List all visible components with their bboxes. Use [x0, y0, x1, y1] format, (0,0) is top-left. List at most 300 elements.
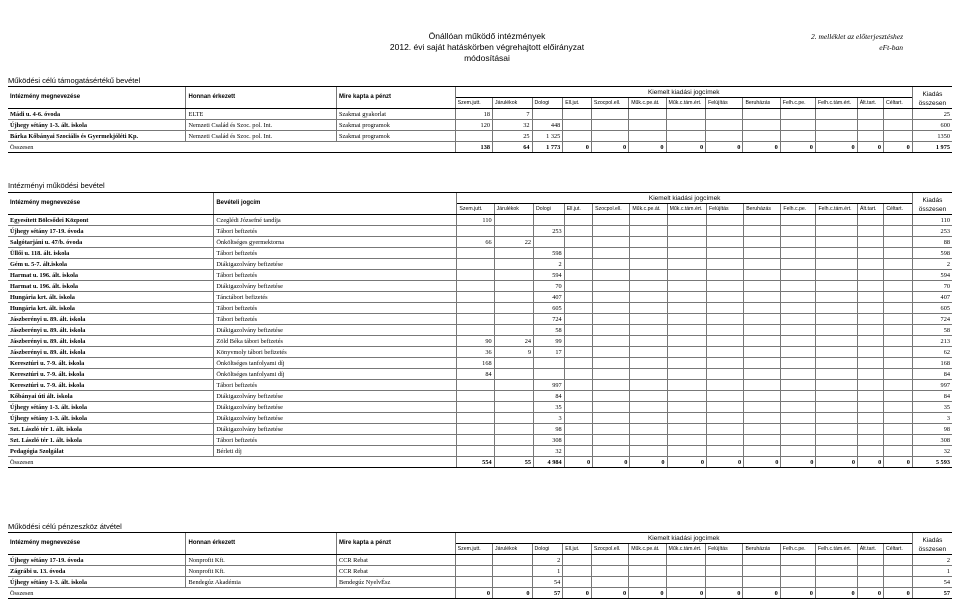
- total-value-cell: 0: [884, 588, 913, 599]
- value-cell: [884, 424, 913, 435]
- institution-name: Újhegy sétány 1-3. ált. iskola: [8, 413, 214, 424]
- value-cell: 32: [493, 120, 533, 131]
- revenue-type-cell: Tábori befizetés: [214, 270, 457, 281]
- total-value-cell: 0: [564, 457, 592, 468]
- value-cell: [630, 303, 667, 314]
- total-value-cell: 0: [857, 142, 883, 153]
- value-cell: [780, 555, 815, 566]
- value-cell: [457, 380, 494, 391]
- revenue-type-cell: Zöld Béka tábori befizetés: [214, 336, 457, 347]
- value-cell: [706, 314, 743, 325]
- table-row: [8, 292, 952, 303]
- column-4-header: Ell.jut.: [563, 98, 592, 109]
- value-cell: 1: [532, 566, 563, 577]
- value-cell: [593, 314, 630, 325]
- column-1-header: Szem.jutt.: [455, 98, 492, 109]
- value-cell: [494, 380, 533, 391]
- total-value-cell: 1 773: [532, 142, 563, 153]
- value-cell: [630, 314, 667, 325]
- row-total-cell: 308: [912, 435, 952, 446]
- column-5-header: Szocpol.ell.: [591, 98, 628, 109]
- column-group-header: Kiemelt kiadási jogcímek: [455, 533, 912, 544]
- value-cell: [593, 380, 630, 391]
- total-value-cell: 0: [666, 142, 706, 153]
- column-header-2: Honnan érkezett: [186, 87, 337, 109]
- value-cell: [857, 555, 883, 566]
- total-value-cell: 0: [667, 457, 706, 468]
- value-cell: [884, 109, 913, 120]
- value-cell: [630, 325, 667, 336]
- institution-name: Keresztúri u. 7-9. ált. iskola: [8, 380, 214, 391]
- revenue-type-cell: Tábori befizetés: [214, 314, 457, 325]
- column-9-header: Beruházás: [743, 98, 780, 109]
- revenue-type-cell: Önköltséges tanfolyami díj: [214, 369, 457, 380]
- value-cell: [667, 347, 706, 358]
- value-cell: [743, 566, 780, 577]
- value-cell: [666, 109, 706, 120]
- value-cell: 22: [494, 237, 533, 248]
- institution-name: Harmat u. 196. ált. iskola: [8, 270, 214, 281]
- value-cell: [706, 303, 743, 314]
- row-total-cell: 1: [912, 566, 952, 577]
- revenue-type-cell: Önköltséges tanfolyami díj: [214, 358, 457, 369]
- section1-table: [8, 86, 952, 153]
- section2-table: [8, 192, 952, 468]
- value-cell: [858, 446, 884, 457]
- value-cell: [858, 215, 884, 226]
- column-7-header: Műk.c.tám.ért.: [667, 204, 706, 215]
- value-cell: [815, 577, 857, 588]
- value-cell: [494, 226, 533, 237]
- value-cell: [564, 369, 592, 380]
- value-cell: [457, 259, 494, 270]
- value-cell: [563, 566, 592, 577]
- value-cell: [630, 270, 667, 281]
- total-value-cell: 554: [457, 457, 494, 468]
- value-cell: [457, 413, 494, 424]
- total-value-cell: 0: [593, 457, 630, 468]
- value-cell: [494, 281, 533, 292]
- value-cell: [630, 435, 667, 446]
- value-cell: [630, 380, 667, 391]
- value-cell: [884, 314, 913, 325]
- column-8-header: Felújítás: [706, 98, 743, 109]
- table-row: [8, 314, 952, 325]
- column-1-header: Szem.jutt.: [455, 544, 492, 555]
- revenue-type-cell: Diákigazolvány befizetése: [214, 391, 457, 402]
- source-cell: Bendegúz Akadémia: [186, 577, 337, 588]
- value-cell: [534, 215, 565, 226]
- total-value-cell: 0: [666, 588, 706, 599]
- value-cell: 110: [457, 215, 494, 226]
- value-cell: 66: [457, 237, 494, 248]
- value-cell: [884, 369, 913, 380]
- value-cell: 2: [532, 555, 563, 566]
- value-cell: [706, 577, 743, 588]
- purpose-cell: Szakmai gyakorlat: [337, 109, 456, 120]
- value-cell: [630, 281, 667, 292]
- value-cell: [816, 358, 858, 369]
- total-value-cell: 0: [706, 457, 743, 468]
- value-cell: [816, 281, 858, 292]
- value-cell: [591, 566, 628, 577]
- value-cell: [564, 435, 592, 446]
- institution-name: Jászberényi u. 89. ált. iskola: [8, 325, 214, 336]
- column-10-header: Felh.c.pe.: [781, 204, 816, 215]
- revenue-type-cell: Tábori befizetés: [214, 226, 457, 237]
- value-cell: [706, 237, 743, 248]
- value-cell: [744, 424, 781, 435]
- value-cell: [667, 303, 706, 314]
- value-cell: [630, 424, 667, 435]
- value-cell: [666, 120, 706, 131]
- institution-name: Mádi u. 4-6. óvoda: [8, 109, 186, 120]
- row-total-cell: 84: [912, 369, 952, 380]
- grand-total-cell: 57: [912, 588, 952, 599]
- value-cell: [781, 413, 816, 424]
- section1-title: Működési célú támogatásértékű bevétel: [8, 76, 141, 85]
- value-cell: [457, 446, 494, 457]
- table-row: [8, 413, 952, 424]
- value-cell: [667, 248, 706, 259]
- column-header-2: Bevételi jogcím: [214, 193, 457, 215]
- column-4-header: Ell.jut.: [563, 544, 592, 555]
- value-cell: [630, 336, 667, 347]
- value-cell: [744, 413, 781, 424]
- value-cell: [494, 215, 533, 226]
- value-cell: [781, 314, 816, 325]
- value-cell: [630, 402, 667, 413]
- value-cell: [494, 391, 533, 402]
- value-cell: [706, 413, 743, 424]
- value-cell: [884, 555, 913, 566]
- column-12-header: Ált.tart.: [857, 544, 883, 555]
- value-cell: 84: [534, 391, 565, 402]
- value-cell: [593, 358, 630, 369]
- column-header-3: Mire kapta a pénzt: [337, 87, 456, 109]
- value-cell: [781, 215, 816, 226]
- value-cell: [816, 314, 858, 325]
- institution-name: Keresztúri u. 7-9. ált. iskola: [8, 369, 214, 380]
- value-cell: [781, 336, 816, 347]
- source-cell: Nemzeti Család és Szoc. pol. Int.: [186, 131, 337, 142]
- value-cell: [858, 347, 884, 358]
- value-cell: [744, 369, 781, 380]
- value-cell: [593, 303, 630, 314]
- value-cell: [564, 336, 592, 347]
- value-cell: [591, 109, 628, 120]
- table-row: [8, 402, 952, 413]
- value-cell: 1 325: [532, 131, 563, 142]
- purpose-cell: Bendegúz NyelvÉsz: [337, 577, 456, 588]
- revenue-type-cell: Tábori befizetés: [214, 248, 457, 259]
- attachment-label: 2. melléklet az előterjesztéshez: [810, 32, 903, 41]
- column-3-header: Dologi: [532, 544, 563, 555]
- row-total-cell: 70: [912, 281, 952, 292]
- revenue-type-cell: Czeglédi Józsefné tandíja: [214, 215, 457, 226]
- value-cell: [857, 566, 883, 577]
- value-cell: [629, 566, 666, 577]
- value-cell: [781, 292, 816, 303]
- value-cell: [816, 380, 858, 391]
- column-13-header: Céltart.: [884, 204, 913, 215]
- value-cell: 594: [534, 270, 565, 281]
- value-cell: [816, 237, 858, 248]
- value-cell: [591, 120, 628, 131]
- institution-name: Zágrábi u. 13. óvoda: [8, 566, 186, 577]
- value-cell: [666, 131, 706, 142]
- value-cell: [630, 226, 667, 237]
- value-cell: [493, 566, 533, 577]
- value-cell: [884, 391, 913, 402]
- total-label: Összesen: [8, 142, 455, 153]
- institution-name: Pedagógia Szolgálat: [8, 446, 214, 457]
- grand-total-cell: 5 593: [912, 457, 952, 468]
- value-cell: [630, 446, 667, 457]
- value-cell: [630, 237, 667, 248]
- value-cell: [593, 336, 630, 347]
- value-cell: [744, 314, 781, 325]
- column-header-1: Intézmény megnevezése: [8, 533, 186, 555]
- row-total-cell: 997: [912, 380, 952, 391]
- value-cell: [593, 424, 630, 435]
- attachment-note: [743, 31, 903, 53]
- value-cell: [858, 391, 884, 402]
- row-total-cell: 2: [912, 259, 952, 270]
- value-cell: [564, 237, 592, 248]
- revenue-type-cell: Diákigazolvány befizetése: [214, 259, 457, 270]
- value-cell: [630, 358, 667, 369]
- value-cell: [494, 259, 533, 270]
- revenue-type-cell: Diákigazolvány befizetése: [214, 413, 457, 424]
- total-row: [8, 588, 952, 599]
- total-value-cell: 0: [563, 142, 592, 153]
- total-value-cell: 55: [494, 457, 533, 468]
- value-cell: [593, 270, 630, 281]
- value-cell: [457, 325, 494, 336]
- value-cell: [667, 358, 706, 369]
- value-cell: [815, 109, 857, 120]
- table-row: [8, 281, 952, 292]
- value-cell: [884, 226, 913, 237]
- value-cell: [667, 281, 706, 292]
- row-total-cell: 88: [912, 237, 952, 248]
- value-cell: 90: [457, 336, 494, 347]
- column-2-header: Járulékok: [493, 544, 533, 555]
- column-header-2: Honnan érkezett: [186, 533, 337, 555]
- value-cell: [564, 402, 592, 413]
- grand-total-cell: 1 975: [912, 142, 952, 153]
- value-cell: 605: [534, 303, 565, 314]
- value-cell: [706, 402, 743, 413]
- value-cell: 724: [534, 314, 565, 325]
- value-cell: [706, 347, 743, 358]
- total-value-cell: 0: [816, 457, 858, 468]
- header-row: [8, 87, 952, 98]
- revenue-type-cell: Diákigazolvány befizetése: [214, 325, 457, 336]
- total-value-cell: 0: [629, 588, 666, 599]
- value-cell: [630, 347, 667, 358]
- value-cell: [816, 303, 858, 314]
- total-value-cell: 0: [493, 588, 533, 599]
- column-7-header: Műk.c.tám.ért.: [666, 544, 706, 555]
- value-cell: 24: [494, 336, 533, 347]
- table-row: [8, 358, 952, 369]
- value-cell: [744, 391, 781, 402]
- value-cell: [706, 336, 743, 347]
- column-9-header: Beruházás: [744, 204, 781, 215]
- value-cell: 9: [494, 347, 533, 358]
- value-cell: [781, 380, 816, 391]
- value-cell: [780, 120, 815, 131]
- total-value-cell: 0: [630, 457, 667, 468]
- value-cell: [564, 446, 592, 457]
- value-cell: [666, 566, 706, 577]
- total-value-cell: 0: [857, 588, 883, 599]
- total-value-cell: 0: [780, 142, 815, 153]
- row-total-cell: 1350: [912, 131, 952, 142]
- value-cell: [781, 281, 816, 292]
- value-cell: [780, 577, 815, 588]
- row-total-cell: 62: [912, 347, 952, 358]
- value-cell: [564, 391, 592, 402]
- value-cell: [706, 380, 743, 391]
- value-cell: [563, 120, 592, 131]
- value-cell: [534, 369, 565, 380]
- value-cell: [593, 369, 630, 380]
- value-cell: [816, 226, 858, 237]
- total-value-cell: 0: [858, 457, 884, 468]
- institution-name: Jászberényi u. 89. ált. iskola: [8, 314, 214, 325]
- total-value-cell: 0: [815, 588, 857, 599]
- value-cell: [593, 435, 630, 446]
- value-cell: [815, 131, 857, 142]
- value-cell: [564, 281, 592, 292]
- value-cell: [593, 226, 630, 237]
- value-cell: [457, 435, 494, 446]
- value-cell: 54: [532, 577, 563, 588]
- column-header-1: Intézmény megnevezése: [8, 87, 186, 109]
- value-cell: [667, 380, 706, 391]
- value-cell: [494, 314, 533, 325]
- total-value-cell: 4 984: [534, 457, 565, 468]
- value-cell: [591, 131, 628, 142]
- value-cell: [858, 358, 884, 369]
- value-cell: [858, 270, 884, 281]
- value-cell: [564, 270, 592, 281]
- value-cell: [667, 435, 706, 446]
- table-row: [8, 131, 952, 142]
- value-cell: [858, 325, 884, 336]
- source-cell: ELTE: [186, 109, 337, 120]
- title-line-1: Önállóan működő intézmények: [428, 31, 546, 41]
- value-cell: [816, 435, 858, 446]
- value-cell: [563, 555, 592, 566]
- value-cell: [667, 292, 706, 303]
- value-cell: [743, 131, 780, 142]
- value-cell: [564, 380, 592, 391]
- value-cell: [564, 358, 592, 369]
- value-cell: [858, 369, 884, 380]
- value-cell: [858, 424, 884, 435]
- section2-title: Intézményi működési bevétel: [8, 181, 105, 190]
- table-row: [8, 215, 952, 226]
- value-cell: [457, 314, 494, 325]
- value-cell: [593, 259, 630, 270]
- value-cell: [706, 369, 743, 380]
- value-cell: [593, 248, 630, 259]
- institution-name: Hungária krt. ált. iskola: [8, 303, 214, 314]
- purpose-cell: Szakmai programok: [337, 120, 456, 131]
- value-cell: [457, 248, 494, 259]
- institution-name: Gém u. 5-7. ált.iskola: [8, 259, 214, 270]
- value-cell: [857, 131, 883, 142]
- value-cell: [858, 226, 884, 237]
- value-cell: [494, 435, 533, 446]
- value-cell: [884, 215, 913, 226]
- institution-name: Jászberényi u. 89. ált. iskola: [8, 347, 214, 358]
- total-value-cell: 138: [455, 142, 492, 153]
- row-total-cell: 35: [912, 402, 952, 413]
- table-row: [8, 380, 952, 391]
- value-cell: [884, 325, 913, 336]
- value-cell: [743, 577, 780, 588]
- value-cell: [666, 577, 706, 588]
- table-row: [8, 120, 952, 131]
- column-2-header: Járulékok: [494, 204, 533, 215]
- revenue-type-cell: Diákigazolvány befizetése: [214, 281, 457, 292]
- table-row: [8, 566, 952, 577]
- value-cell: [816, 446, 858, 457]
- value-cell: [593, 292, 630, 303]
- value-cell: [494, 413, 533, 424]
- row-total-cell: 58: [912, 325, 952, 336]
- value-cell: [858, 402, 884, 413]
- value-cell: [884, 303, 913, 314]
- table-row: [8, 270, 952, 281]
- value-cell: [816, 270, 858, 281]
- value-cell: [666, 555, 706, 566]
- value-cell: [564, 303, 592, 314]
- value-cell: 18: [455, 109, 492, 120]
- institution-name: Újhegy sétány 1-3. ált. iskola: [8, 402, 214, 413]
- table-row: [8, 303, 952, 314]
- value-cell: [532, 109, 563, 120]
- value-cell: [781, 303, 816, 314]
- total-column-header: Kiadás összesen: [912, 193, 952, 215]
- value-cell: [884, 259, 913, 270]
- table-row: [8, 577, 952, 588]
- value-cell: [593, 281, 630, 292]
- value-cell: [816, 347, 858, 358]
- value-cell: [564, 347, 592, 358]
- table-row: [8, 347, 952, 358]
- value-cell: [593, 325, 630, 336]
- value-cell: 58: [534, 325, 565, 336]
- value-cell: [744, 270, 781, 281]
- total-value-cell: 0: [455, 588, 492, 599]
- column-10-header: Felh.c.pe.: [780, 98, 815, 109]
- value-cell: [667, 424, 706, 435]
- value-cell: [494, 292, 533, 303]
- institution-name: Újhegy sétány 17-19. óvoda: [8, 226, 214, 237]
- value-cell: [884, 270, 913, 281]
- value-cell: [884, 413, 913, 424]
- header-row: [8, 533, 952, 544]
- value-cell: [815, 555, 857, 566]
- table-row: [8, 109, 952, 120]
- value-cell: [781, 248, 816, 259]
